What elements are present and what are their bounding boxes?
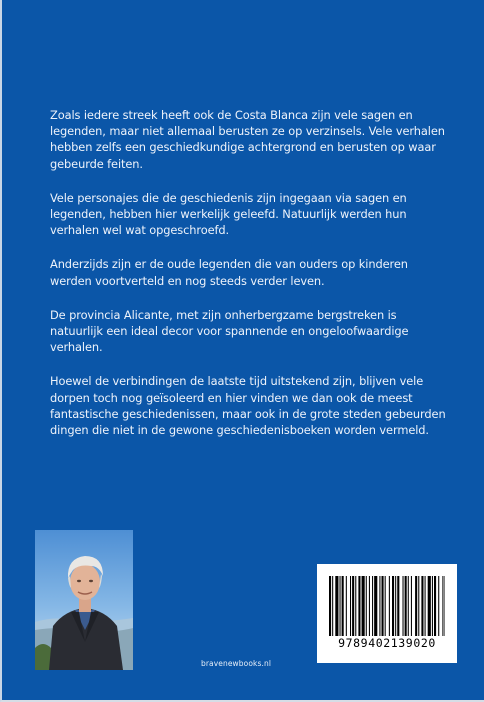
blurb-paragraph-2: Vele personajes die de geschiedenis zijn ingegaan via sagen en legenden, hebben hier werkelijk geleefd. Natuurlijk werden hun verhalen wel wat opgeschroefd. bbox=[50, 190, 407, 238]
isbn-barcode bbox=[317, 564, 457, 663]
isbn-number: 9789402139020 bbox=[338, 636, 436, 650]
blurb-paragraph-5: Hoewel de verbindingen de laatste tijd uitstekend zijn, blijven vele dorpen toch nog geïsoleerd en hier vinden we dan ook de meest fantastische geschiedenissen, maar ook in de grote steden gebeurden dingen die niet in de gewone geschiedenisboeken worden vermeld. bbox=[50, 374, 446, 438]
author-photo bbox=[35, 530, 133, 670]
publisher-website: bravenewbooks.nl bbox=[201, 659, 272, 668]
barcode-bars bbox=[329, 576, 445, 636]
blurb-paragraph-4: De provincia Alicante, met zijn onherbergzame bergstreken is natuurlijk een ideal decor voor spannende en ongeloofwaardige verhalen. bbox=[50, 307, 409, 355]
back-cover-blurb bbox=[50, 107, 450, 456]
blurb-paragraph-3: Anderzijds zijn er de oude legenden die van ouders op kinderen werden voortverteld en nog steeds verder leven. bbox=[50, 257, 408, 288]
blurb-paragraph-1: Zoals iedere streek heeft ook de Costa Blanca zijn vele sagen en legenden, maar niet allemaal berusten ze op verzinsels. Vele verhalen hebben zelfs een geschiedkundige achtergrond en berusten op waar gebeurde feiten. bbox=[50, 108, 445, 171]
